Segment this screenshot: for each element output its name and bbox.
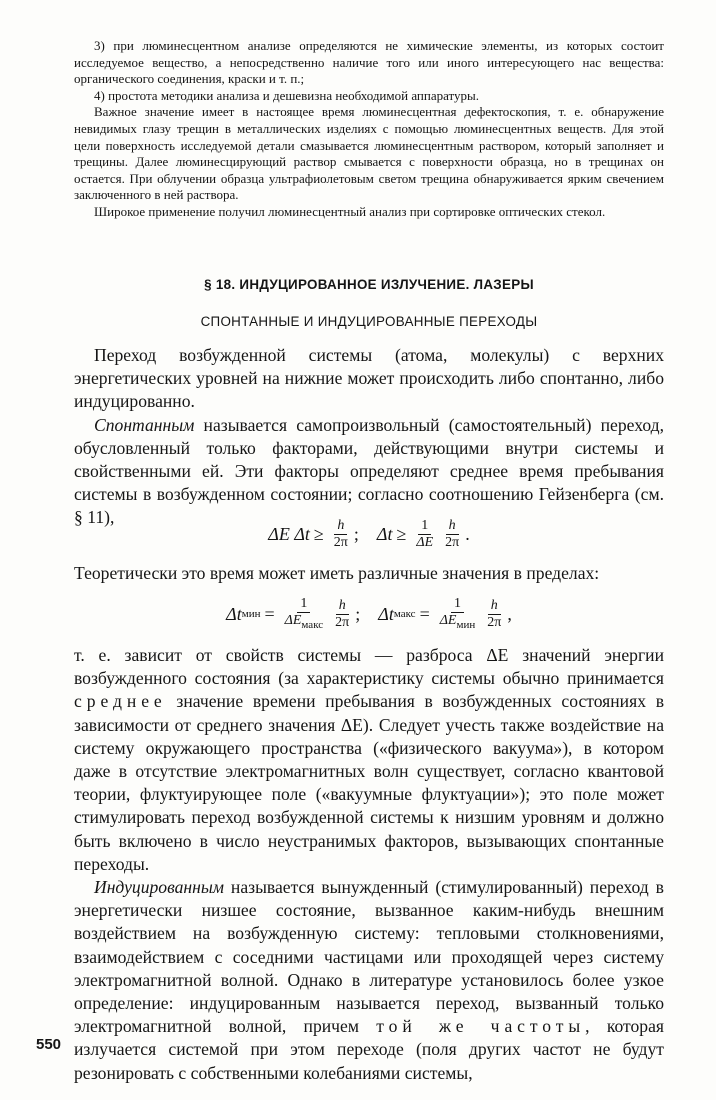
formula1-frac-1-dE bbox=[413, 518, 436, 551]
emphasis-average: среднее bbox=[74, 691, 167, 712]
formula1-num-1: 1 bbox=[418, 518, 431, 535]
formula2-den-2pi-a: 2π bbox=[335, 614, 350, 630]
dependence-text-a: т. е. зависит от свойств системы — разброса ΔE значений энергии возбужденного состояния (за характеристику системы обычно принимается bbox=[74, 645, 664, 689]
subsection-heading: СПОНТАННЫЕ И ИНДУЦИРОВАННЫЕ ПЕРЕХОДЫ bbox=[200, 314, 538, 329]
formula1-num-h: h bbox=[334, 518, 347, 535]
formula2-num-h-a: h bbox=[336, 598, 349, 615]
formula2-sub-max: макс bbox=[393, 608, 416, 620]
formula2-eq-2: = bbox=[419, 603, 430, 624]
formula1-den-2pi: 2π bbox=[333, 534, 348, 550]
formula2-frac-1-dEmax bbox=[282, 596, 327, 633]
formula2-num-1-a: 1 bbox=[297, 596, 310, 613]
theoretical-line bbox=[74, 562, 664, 585]
section-heading: § 18. ИНДУЦИРОВАННОЕ ИЗЛУЧЕНИЕ. ЛАЗЕРЫ bbox=[204, 277, 534, 292]
paragraph-defectoscopy: Важное значение имеет в настоящее время люминесцентная дефектоскопия, т. е. обнаружение невидимых глазу трещин в металлических изделиях с помощью люминесцентных веществ. Для этой цели поверхность исследуемой детали смазывается люминесцентным раствором, который заполняет и трещины. Далее люминесцирующий раствор смывается с поверхности образца, но в трещинах он остается. При облучении образца ультрафиолетовым светом трещина обнаруживается ярким свечением заключенного в ней раствора. bbox=[74, 104, 664, 203]
formula2-sub-min: мин bbox=[241, 608, 261, 620]
list-item-4: 4) простота методики анализа и дешевизна необходимой аппаратуры. bbox=[94, 87, 480, 103]
formula2-frac-1-dEmin bbox=[437, 596, 479, 633]
formula2-end: , bbox=[507, 603, 512, 624]
formula1-end: . bbox=[465, 523, 470, 544]
formula1-rel-2: ≥ bbox=[396, 523, 407, 544]
emphasis-same-frequency: той же частоты bbox=[376, 1016, 586, 1037]
formula2-num-h-b: h bbox=[488, 598, 501, 615]
formula2-num-1-b: 1 bbox=[451, 596, 464, 613]
formula1-den-dE: ΔE bbox=[416, 534, 434, 550]
main-text-block-2 bbox=[74, 644, 664, 1085]
formula1-lhs2: Δt bbox=[376, 523, 393, 544]
formula2-separator: ; bbox=[355, 603, 361, 624]
formula2-den-dEmax: $\Delta E_{макс}$ bbox=[284, 612, 324, 631]
formula1-separator: ; bbox=[353, 523, 359, 544]
formula2-den-dEmin: $\Delta E_{мин}$ bbox=[439, 612, 476, 631]
formula1-lhs1: ΔE Δt bbox=[268, 523, 310, 544]
formula1-frac-h-2pi-b bbox=[442, 518, 462, 551]
paragraph-induced bbox=[74, 876, 664, 1085]
paragraph-glass-sorting: Широкое применение получил люминесцентный анализ при сортировке оптических стекол. bbox=[94, 203, 606, 219]
formula2-frac-h-2pi-b bbox=[484, 598, 504, 631]
paragraph-intro: Переход возбужденной системы (атома, молекулы) с верхних энергетических уровней на нижние может происходить либо спонтанно, либо индуцированно. bbox=[74, 345, 664, 412]
page-number: 550 bbox=[36, 1036, 62, 1053]
paragraph-theoretical: Теоретически это время может иметь различные значения в пределах: bbox=[74, 563, 600, 583]
induced-definition-a: называется вынужденный (стимулированный) переход в энергетически низшее состояние, вызванное каким-нибудь внешним воздействием на возбужденную систему: тепловыми столкновениями, взаимодействием с соседними частицами или проходящей через систему электромагнитной волной. Однако в литературе установилось более узкое определение: индуцированным называется переход, вызванный только электромагнитной волной, причем bbox=[74, 877, 664, 1037]
formula1-den-2pi-b: 2π bbox=[445, 534, 460, 550]
formula2-dt-min: Δt bbox=[226, 603, 242, 624]
formula2-dt-max: Δt bbox=[378, 603, 394, 624]
list-item-3: 3) при люминесцентном анализе определяются не химические элементы, из которых состоит исследуемое вещество, а непосредственно наличие того или иного интересующего нас вещества: органического соединения, краски и т. п.; bbox=[74, 38, 664, 87]
formula2-den-2pi-b: 2π bbox=[487, 614, 502, 630]
formula-limits bbox=[74, 592, 664, 636]
main-text-block-1 bbox=[74, 344, 664, 530]
term-induced: Индуцированным bbox=[94, 877, 225, 898]
paragraph-dependence bbox=[74, 644, 664, 876]
fine-print-block bbox=[74, 38, 664, 221]
term-spontaneous: Спонтанным bbox=[94, 414, 195, 435]
dependence-text-b: значение времени пребывания в возбужденных состояниях в зависимости от среднего значения ΔE). Следует учесть также воздействие на систему окружающего пространства («физического вакуума»), в котором даже в отсутствие электромагнитных волн существует, согласно квантовой теории, флуктуирующее поле («вакуумные флуктуации»); это поле может стимулировать переход возбужденной системы к низшим уровням и должно быть включено в число неустранимых факторов, вызывающих спонтанные переходы. bbox=[74, 691, 664, 874]
spontaneous-definition: называется самопроизвольный (самостоятельный) переход, обусловленный только факторами, действующими внутри системы и свойственными ей. Эти факторы определяют среднее время пребывания системы в возбужденном состоянии; согласно соотношению Гейзенберга (см. § 11), bbox=[74, 414, 664, 528]
formula-heisenberg bbox=[74, 512, 664, 556]
formula2-frac-h-2pi-a bbox=[332, 598, 352, 631]
formula1-frac-h-2pi bbox=[331, 518, 351, 551]
formula1-rel-1: ≥ bbox=[313, 523, 324, 544]
formula1-num-h-b: h bbox=[446, 518, 459, 535]
formula2-eq-1: = bbox=[264, 603, 275, 624]
induced-definition-b: , которая излучается системой при этом переходе (поля других частот не будут резонировать с собственными колебаниями системы, bbox=[74, 1016, 664, 1083]
